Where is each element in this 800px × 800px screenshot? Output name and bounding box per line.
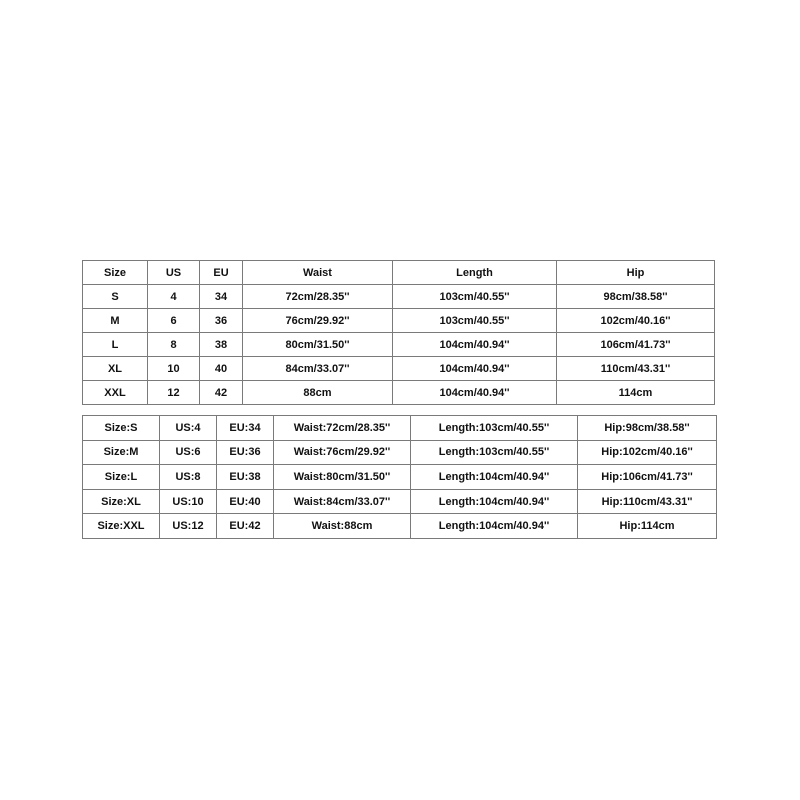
- header-hip: Hip: [557, 261, 715, 285]
- cell-size: M: [83, 309, 148, 333]
- cell-eu: 34: [200, 285, 243, 309]
- cell-hip: 98cm/38.58'': [557, 285, 715, 309]
- cell-eu: EU:38: [217, 465, 274, 490]
- cell-us: US:12: [160, 514, 217, 539]
- cell-us: 10: [148, 357, 200, 381]
- cell-length: 103cm/40.55'': [393, 309, 557, 333]
- header-size: Size: [83, 261, 148, 285]
- cell-size: Size:S: [83, 416, 160, 441]
- table-row: [83, 333, 715, 357]
- cell-eu: EU:36: [217, 440, 274, 465]
- cell-size: Size:M: [83, 440, 160, 465]
- cell-us: US:6: [160, 440, 217, 465]
- cell-size: Size:XL: [83, 489, 160, 514]
- cell-length: 104cm/40.94'': [393, 381, 557, 405]
- cell-length: 103cm/40.55'': [393, 285, 557, 309]
- cell-eu: 42: [200, 381, 243, 405]
- cell-size: S: [83, 285, 148, 309]
- cell-waist: 84cm/33.07'': [243, 357, 393, 381]
- cell-size: Size:L: [83, 465, 160, 490]
- table-row: [83, 489, 717, 514]
- cell-waist: Waist:72cm/28.35'': [274, 416, 411, 441]
- cell-eu: EU:42: [217, 514, 274, 539]
- cell-hip: 110cm/43.31'': [557, 357, 715, 381]
- cell-hip: 114cm: [557, 381, 715, 405]
- cell-hip: 106cm/41.73'': [557, 333, 715, 357]
- size-chart-table: [82, 260, 715, 405]
- cell-eu: EU:40: [217, 489, 274, 514]
- cell-us: US:4: [160, 416, 217, 441]
- cell-waist: Waist:88cm: [274, 514, 411, 539]
- cell-us: 6: [148, 309, 200, 333]
- table-row: [83, 285, 715, 309]
- cell-eu: 36: [200, 309, 243, 333]
- cell-waist: Waist:84cm/33.07'': [274, 489, 411, 514]
- cell-us: 4: [148, 285, 200, 309]
- header-eu: EU: [200, 261, 243, 285]
- table-row: [83, 440, 717, 465]
- cell-hip: Hip:102cm/40.16'': [578, 440, 717, 465]
- cell-size: XL: [83, 357, 148, 381]
- cell-hip: Hip:106cm/41.73'': [578, 465, 717, 490]
- cell-size: Size:XXL: [83, 514, 160, 539]
- table-row: [83, 357, 715, 381]
- cell-eu: EU:34: [217, 416, 274, 441]
- table-header-row: [83, 261, 715, 285]
- cell-length: Length:103cm/40.55'': [411, 416, 578, 441]
- cell-waist: 72cm/28.35'': [243, 285, 393, 309]
- cell-waist: Waist:76cm/29.92'': [274, 440, 411, 465]
- cell-eu: 40: [200, 357, 243, 381]
- cell-waist: Waist:80cm/31.50'': [274, 465, 411, 490]
- table-row: [83, 465, 717, 490]
- header-waist: Waist: [243, 261, 393, 285]
- cell-hip: 102cm/40.16'': [557, 309, 715, 333]
- cell-waist: 88cm: [243, 381, 393, 405]
- cell-us: US:8: [160, 465, 217, 490]
- cell-length: Length:104cm/40.94'': [411, 489, 578, 514]
- header-length: Length: [393, 261, 557, 285]
- cell-length: 104cm/40.94'': [393, 357, 557, 381]
- cell-length: Length:104cm/40.94'': [411, 465, 578, 490]
- cell-us: 12: [148, 381, 200, 405]
- cell-hip: Hip:110cm/43.31'': [578, 489, 717, 514]
- cell-hip: Hip:98cm/38.58'': [578, 416, 717, 441]
- cell-size: L: [83, 333, 148, 357]
- cell-length: Length:104cm/40.94'': [411, 514, 578, 539]
- table-row: [83, 381, 715, 405]
- table-row: [83, 416, 717, 441]
- table-row: [83, 514, 717, 539]
- size-chart-inline-table: [82, 415, 717, 539]
- cell-size: XXL: [83, 381, 148, 405]
- cell-waist: 80cm/31.50'': [243, 333, 393, 357]
- cell-waist: 76cm/29.92'': [243, 309, 393, 333]
- cell-length: Length:103cm/40.55'': [411, 440, 578, 465]
- cell-length: 104cm/40.94'': [393, 333, 557, 357]
- cell-hip: Hip:114cm: [578, 514, 717, 539]
- table-row: [83, 309, 715, 333]
- header-us: US: [148, 261, 200, 285]
- cell-us: US:10: [160, 489, 217, 514]
- cell-us: 8: [148, 333, 200, 357]
- cell-eu: 38: [200, 333, 243, 357]
